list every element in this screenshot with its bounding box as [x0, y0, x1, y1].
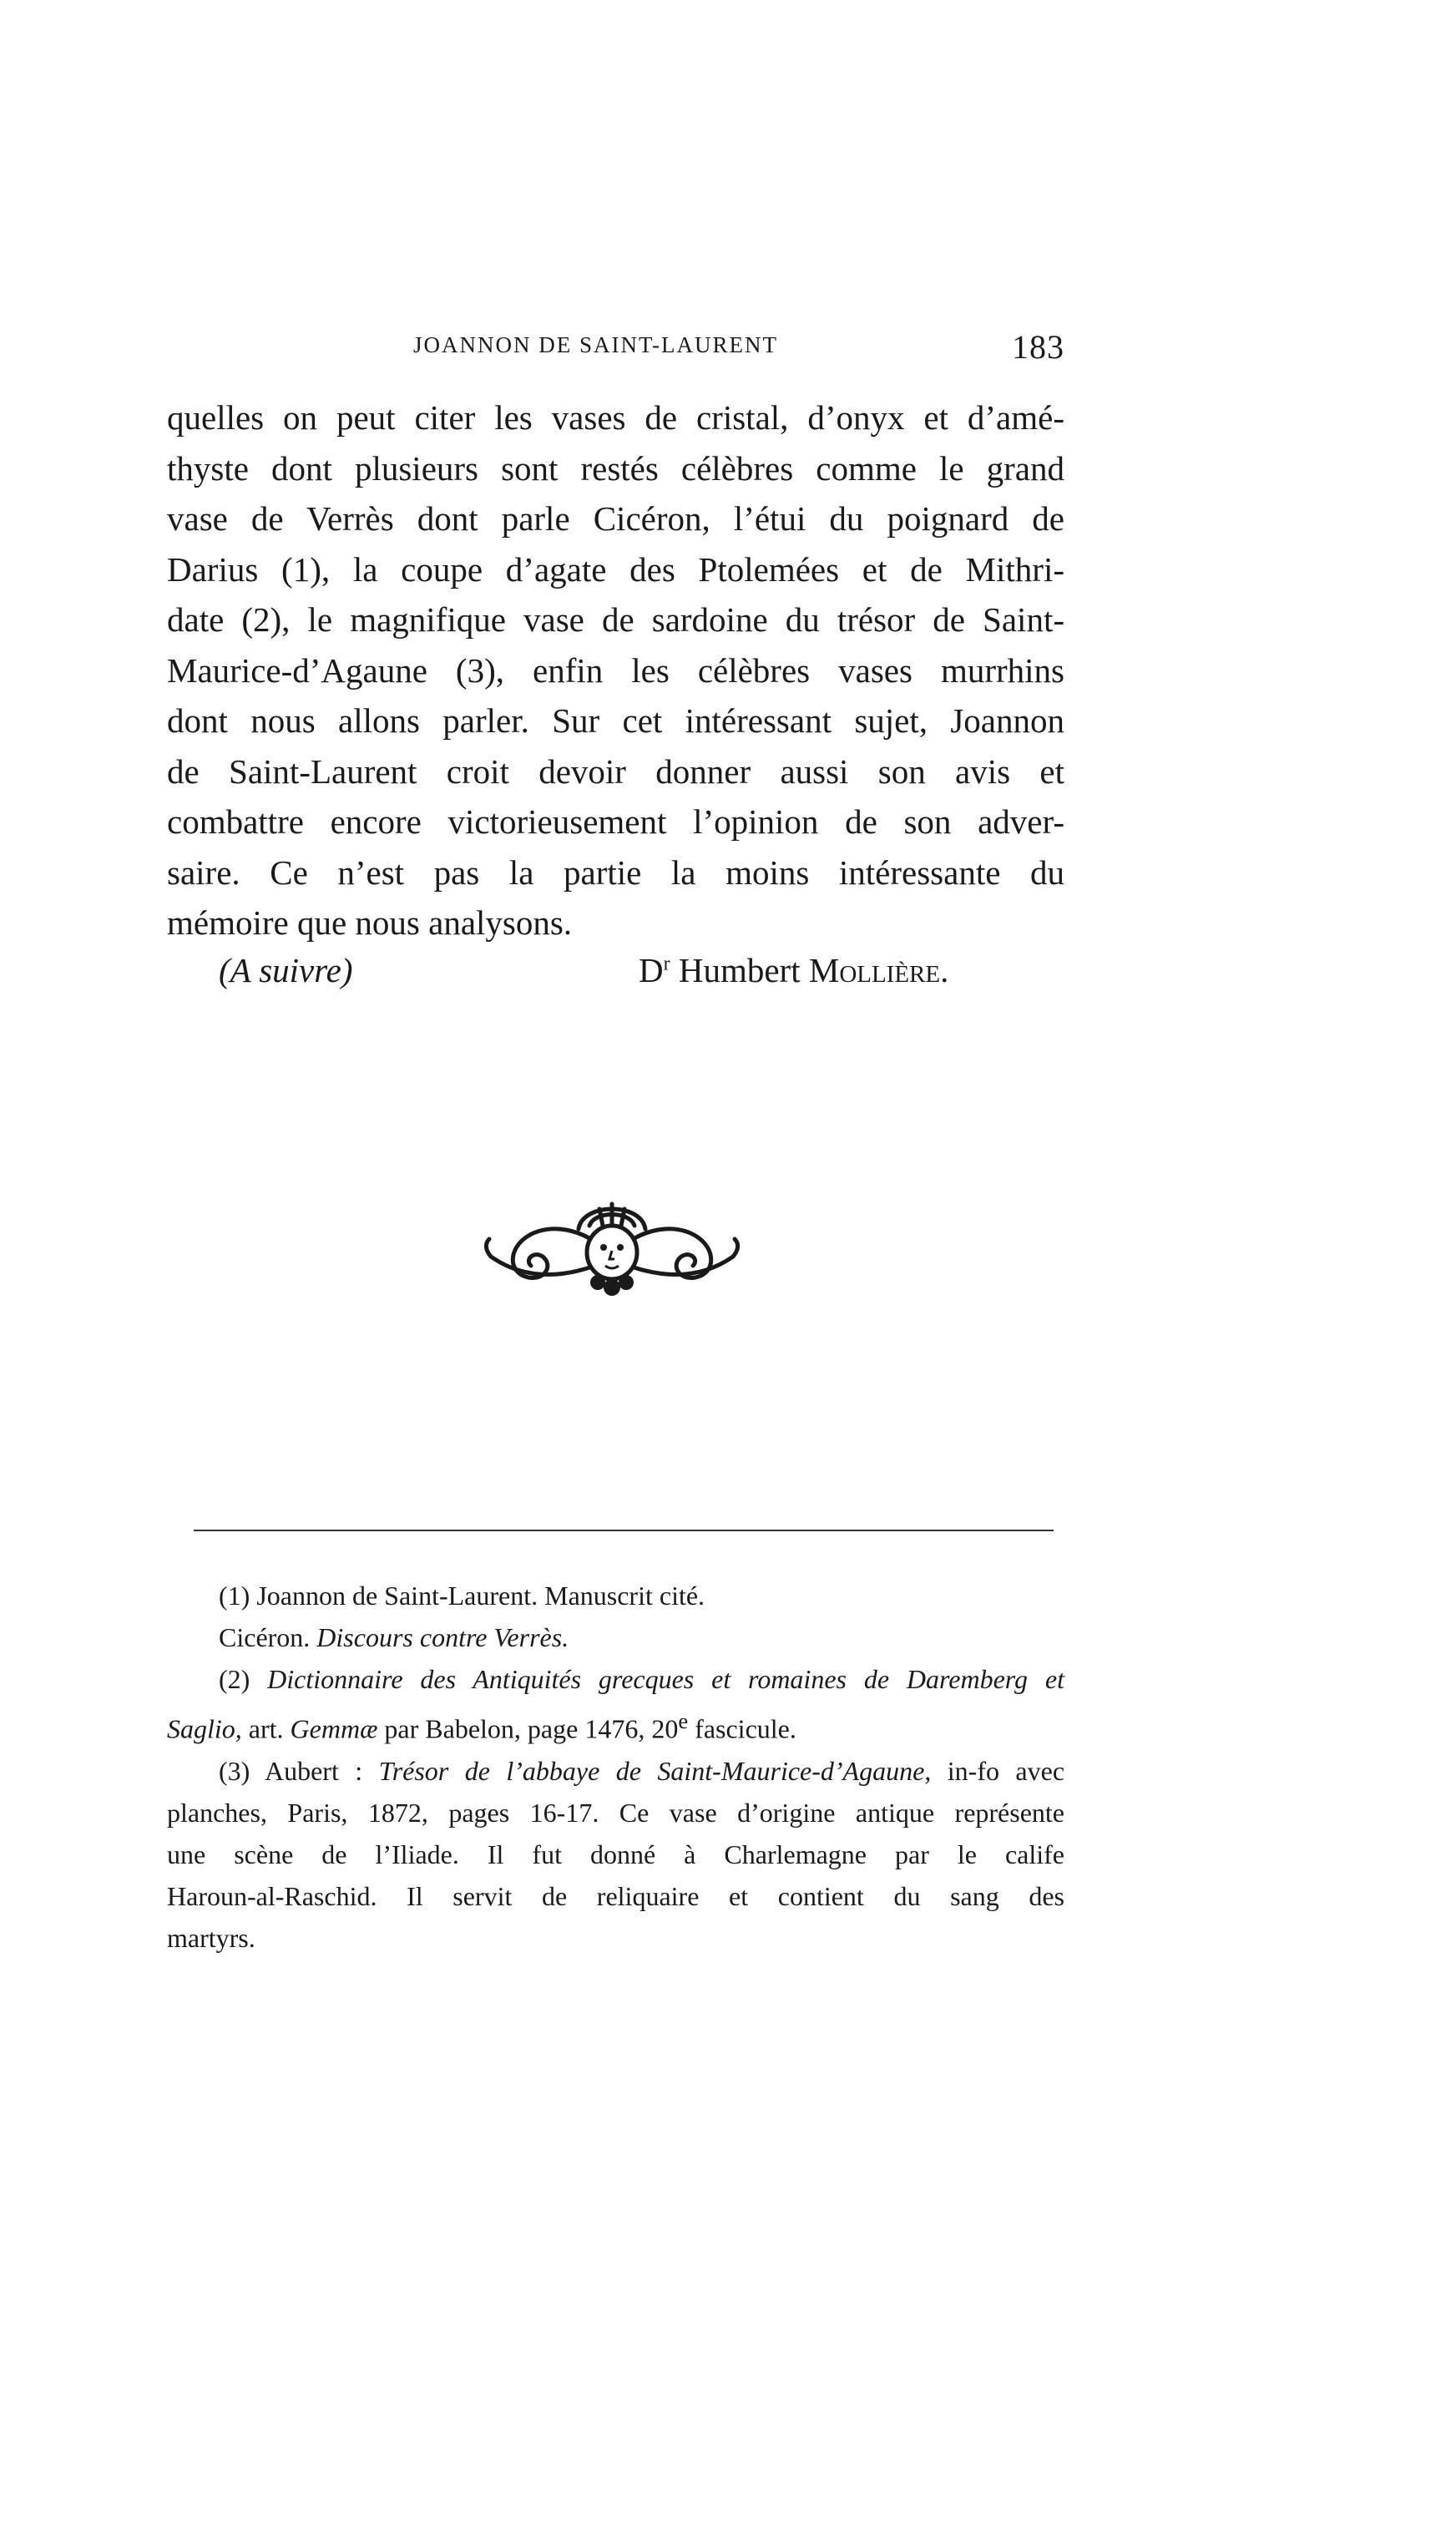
- footnote-text: in-fo avec: [947, 1755, 1065, 1786]
- running-head: [167, 327, 1064, 377]
- body-line: de Saint-Laurent croit devoir donner aussi son avis et: [167, 751, 1064, 791]
- footnote-3-line: une scène de l’Iliade. Il fut donné à Charlemagne par le calife: [167, 1839, 1064, 1869]
- signature: [167, 950, 1064, 1000]
- footnote-text: fascicule.: [695, 1713, 796, 1744]
- author-title: D: [639, 951, 664, 989]
- fleuron-ornament-icon: [483, 1177, 741, 1302]
- author-title-sup: r: [663, 953, 670, 975]
- footnote-2-continued: [167, 1700, 1064, 1750]
- footnote-work-title: Gemmæ: [290, 1713, 378, 1744]
- author-first-name: Humbert: [678, 951, 801, 989]
- footnote-2: [167, 1658, 1064, 1700]
- footnote-3-line: Haroun-al-Raschid. Il servit de reliquaire et contient du sang des: [167, 1880, 1064, 1911]
- body-line: Darius (1), la coupe d’agate des Ptolemées et de Mithri-: [167, 549, 1064, 589]
- author-name: [639, 950, 948, 990]
- footnote-divider: [194, 1530, 1054, 1531]
- page-number: 183: [1012, 328, 1064, 366]
- footnote-work-title: Trésor de l’abbaye de Saint-Maurice-d’Agaune,: [378, 1755, 932, 1786]
- footnote-text: Cicéron.: [219, 1622, 311, 1652]
- footnote-1-continued: [167, 1616, 1064, 1658]
- footnote-work-title: Discours contre Verrès.: [316, 1622, 569, 1652]
- body-line: vase de Verrès dont parle Cicéron, l’étui du poignard de: [167, 499, 1064, 538]
- body-line: date (2), le magnifique vase de sardoine du trésor de Saint-: [167, 600, 1064, 639]
- body-line: Maurice-d’Agaune (3), enfin les célèbres vases murrhins: [167, 650, 1064, 690]
- body-line: thyste dont plusieurs sont restés célèbres comme le grand: [167, 448, 1064, 488]
- body-paragraph: [167, 392, 1064, 948]
- footnote-3-line: martyrs.: [167, 1922, 255, 1953]
- footnote-work-title: Saglio,: [167, 1713, 242, 1744]
- body-line: saire. Ce n’est pas la partie la moins intéressante du: [167, 852, 1064, 892]
- running-title: JOANNON DE SAINT-LAURENT: [413, 332, 778, 357]
- footnote-text: (3) Aubert :: [219, 1755, 363, 1786]
- footnote-text: par Babelon, page 1476, 20: [384, 1713, 679, 1744]
- author-last-name: Mollière.: [808, 951, 949, 989]
- to-be-continued: (A suivre): [219, 951, 353, 989]
- body-line: combattre encore victorieusement l’opinion de son adver-: [167, 802, 1064, 841]
- footnotes: [167, 1575, 1064, 1959]
- footnote-number: (2): [219, 1664, 250, 1694]
- body-line: dont nous allons parler. Sur cet intéressant sujet, Joannon: [167, 701, 1064, 740]
- footnote-1: (1) Joannon de Saint-Laurent. Manuscrit cité.: [219, 1581, 705, 1611]
- footnote-work-title: Dictionnaire des Antiquités grecques et romaines de Daremberg et: [267, 1664, 1065, 1694]
- footnote-text: art.: [248, 1713, 284, 1744]
- body-line: mémoire que nous analysons.: [167, 903, 573, 942]
- footnote-3-line: planches, Paris, 1872, pages 16-17. Ce vase d’origine antique représente: [167, 1797, 1064, 1828]
- body-line: quelles on peut citer les vases de cristal, d’onyx et d’amé-: [167, 398, 1064, 437]
- footnote-sup: e: [678, 1708, 689, 1733]
- footnote-3: [167, 1750, 1064, 1792]
